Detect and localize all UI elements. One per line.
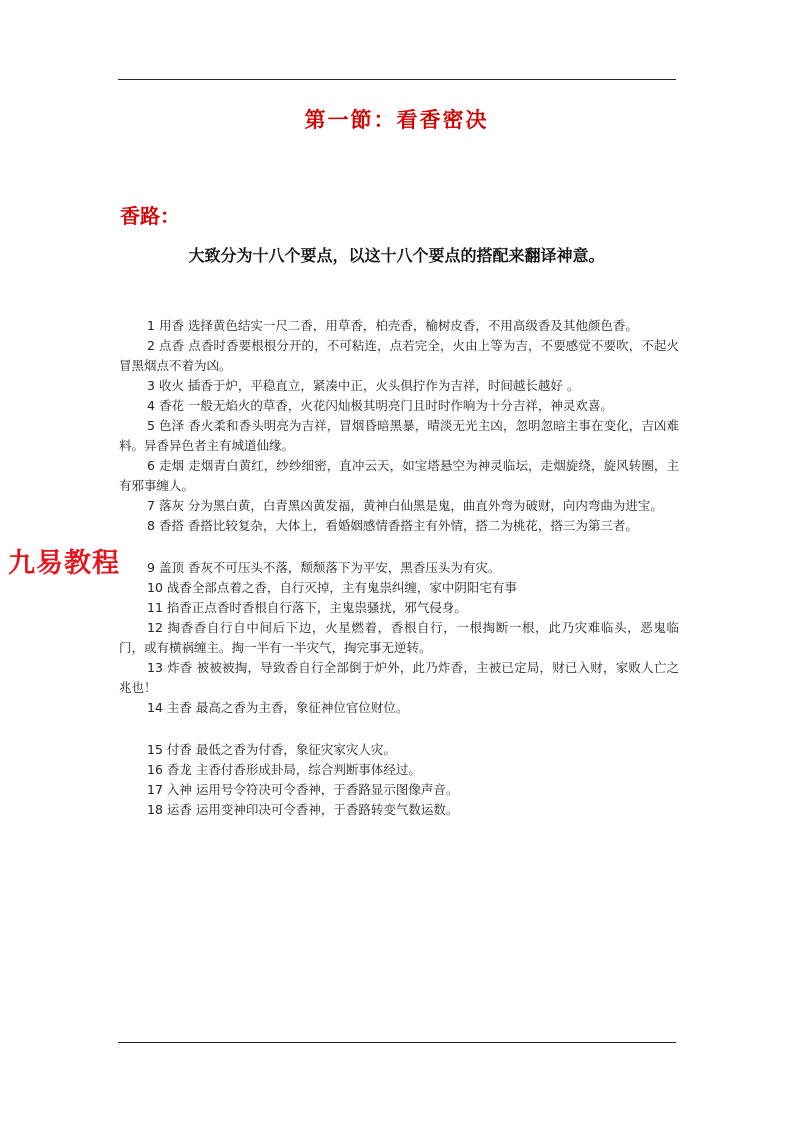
list-item <box>119 780 679 800</box>
list-item <box>119 658 679 698</box>
page-title: 第一節：看香密决 <box>304 107 489 132</box>
list-item <box>119 396 679 416</box>
list-item <box>119 456 679 496</box>
item-number: 15 <box>147 742 163 757</box>
item-text: 付香 最低之香为付香，象征灾家灾人灾。 <box>166 742 396 757</box>
item-text: 掏香香自行自中间后下边，火星燃着，香根自行，一根掏断一根，此乃灾难临头，恶鬼临门，或有横祸缠主。掏一半有一半灾气，掏完事无逆转。 <box>119 620 679 655</box>
item-text: 主香 最高之香为主香，象征神位官位财位。 <box>166 700 409 715</box>
item-text: 盖顶 香灰不可压头不落，颓颓落下为平安，黑香压头为有灾。 <box>158 560 501 575</box>
item-text: 香花 一般无焰火的草香，火花闪灿极其明亮门且时时作响为十分吉祥，神灵欢喜。 <box>158 398 613 413</box>
item-text: 掐香正点香时香根自行落下，主鬼祟骚扰，邪气侵身。 <box>166 600 467 615</box>
list-item <box>119 618 679 658</box>
top-rule <box>118 79 676 80</box>
item-number: 10 <box>147 580 163 595</box>
list-item <box>119 800 679 820</box>
item-number: 5 <box>147 418 155 433</box>
item-text: 炸香 被被被掏，导致香自行全部倒于炉外，此乃炸香，主被已定局，财已入财，家败人亡之兆也！ <box>119 660 679 695</box>
item-number: 8 <box>147 518 155 533</box>
section-heading: 香路： <box>120 204 180 228</box>
item-text: 香搭 香搭比较复杂，大体上，看婚姻感情香搭主有外情，搭二为桃花，搭三为第三者。 <box>158 518 638 533</box>
item-number: 7 <box>147 498 155 513</box>
list-item <box>119 496 679 516</box>
list-item <box>119 760 679 780</box>
item-text: 用香 选择黄色结实一尺二香，用草香，柏壳香，榆树皮香，不用高级香及其他颜色香。 <box>158 318 638 333</box>
item-number: 1 <box>147 318 155 333</box>
item-number: 12 <box>147 620 163 635</box>
item-text: 收火 插香于炉，平稳直立，紧凑中正，火头倶拧作为吉祥，时间越长越好 。 <box>158 378 580 393</box>
item-number: 2 <box>147 338 155 353</box>
list-item <box>119 598 679 618</box>
item-text: 落灰 分为黑白黄，白青黑凶黄发福，黄神白仙黑是鬼，曲直外弯为破财，向内弯曲为进宝。 <box>158 498 663 513</box>
bottom-rule <box>118 1042 676 1043</box>
item-number: 13 <box>147 660 163 675</box>
item-text: 香龙 主香付香形成卦局，综合判断事体经过。 <box>166 762 421 777</box>
item-text: 运香 运用变神印决可令香神，于香路转变气数运数。 <box>166 802 459 817</box>
item-number: 6 <box>147 458 155 473</box>
subtitle: 大致分为十八个要点，以这十八个要点的搭配来翻译神意。 <box>188 246 605 265</box>
item-number: 9 <box>147 560 155 575</box>
item-number: 14 <box>147 700 163 715</box>
list-item <box>119 558 679 578</box>
watermark-logo: 九易教程 <box>8 541 120 580</box>
item-text: 入神 运用号令符决可令香神，于香路显示图像声音。 <box>166 782 459 797</box>
item-text: 战香全部点着之香，自行灭掉，主有鬼祟纠缠，家中阴阳宅有事 <box>166 580 517 595</box>
item-number: 16 <box>147 762 163 777</box>
item-number: 11 <box>147 600 163 615</box>
item-number: 4 <box>147 398 155 413</box>
list-item <box>119 316 679 336</box>
item-number: 17 <box>147 782 163 797</box>
list-item <box>119 698 679 718</box>
list-item <box>119 578 679 598</box>
list-item <box>119 740 679 760</box>
item-text: 走烟 走烟青白黄红，纱纱细密，直冲云天，如宝塔悬空为神灵临坛，走烟旋绕，旋风转圈，主有邪事缠人。 <box>119 458 679 493</box>
list-item <box>119 376 679 396</box>
list-item <box>119 336 679 376</box>
item-number: 18 <box>147 802 163 817</box>
item-number: 3 <box>147 378 155 393</box>
list-item <box>119 516 679 536</box>
item-text: 色泽 香火柔和香头明亮为吉祥，冒烟昏暗黑暴，晴淡无光主凶，忽明忽暗主事在变化，吉凶难料。异香异色者主有城道仙缘。 <box>119 418 679 453</box>
list-item <box>119 416 679 456</box>
item-list <box>119 316 679 820</box>
item-text: 点香 点香时香要根根分开的，不可粘连，点若完全，火由上等为吉，不要感觉不要吹，不起火冒黑烟点不着为凶。 <box>119 338 679 373</box>
